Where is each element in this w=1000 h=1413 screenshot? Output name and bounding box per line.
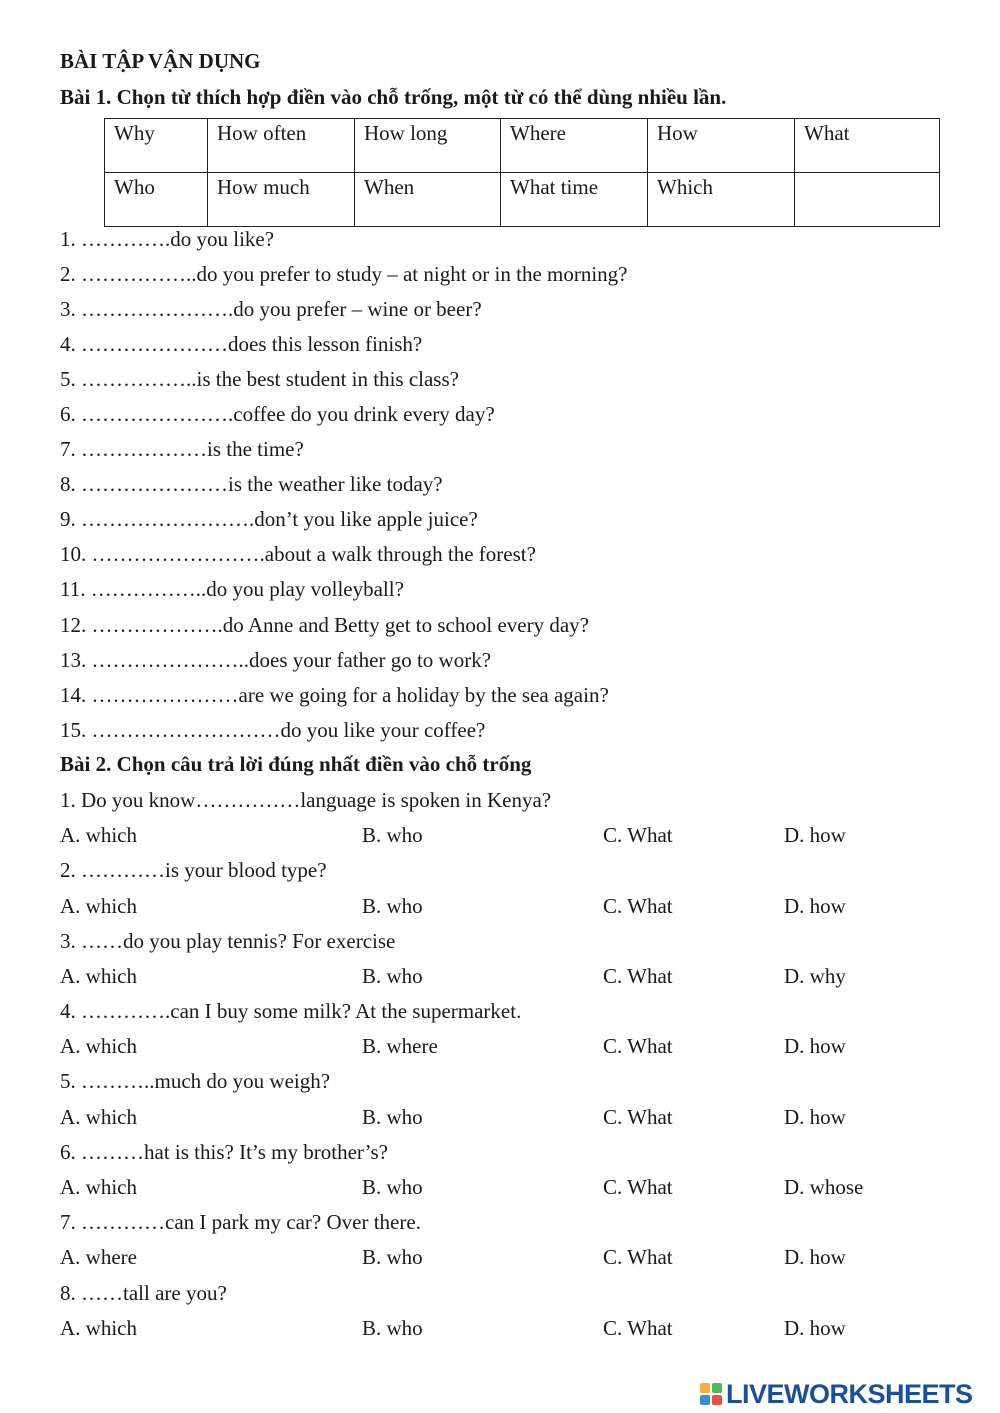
ex1-question: 3. ………………….do you prefer – wine or beer? (60, 297, 482, 321)
page-title: BÀI TẬP VẬN DỤNG (60, 49, 261, 73)
word-bank-cell: How often (208, 119, 355, 173)
option-c: C. What (603, 1034, 673, 1058)
word-bank-table (104, 118, 940, 227)
option-c: C. What (603, 1245, 673, 1269)
option-c: C. What (603, 894, 673, 918)
word-bank-cell: Which (648, 173, 795, 227)
option-d: D. how (784, 1105, 846, 1129)
word-bank-row (105, 173, 940, 227)
liveworksheets-watermark[interactable] (700, 1379, 973, 1409)
option-b: B. who (362, 964, 423, 988)
option-b: B. where (362, 1034, 438, 1058)
ex1-question: 6. ………………….coffee do you drink every day? (60, 402, 495, 426)
ex1-question: 8. …………………is the weather like today? (60, 472, 443, 496)
ex1-question: 15. ………………………do you like your coffee? (60, 718, 486, 742)
ex1-question: 14. …………………are we going for a holiday by the sea again? (60, 683, 609, 707)
option-d: D. how (784, 823, 846, 847)
word-bank-cell: Why (105, 119, 208, 173)
liveworksheets-logo-icon (700, 1383, 722, 1405)
word-bank-cell: What (795, 119, 940, 173)
watermark-text: LIVEWORKSHEETS (726, 1378, 973, 1409)
option-d: D. why (784, 964, 846, 988)
option-b: B. who (362, 1175, 423, 1199)
ex2-question: 8. ……tall are you? (60, 1281, 227, 1305)
option-c: C. What (603, 1316, 673, 1340)
option-a: A. which (60, 1175, 137, 1199)
ex2-question: 5. ………..much do you weigh? (60, 1069, 331, 1093)
word-bank-cell: How much (208, 173, 355, 227)
option-b: B. who (362, 1245, 423, 1269)
word-bank-cell: How (648, 119, 795, 173)
option-b: B. who (362, 894, 423, 918)
option-b: B. who (362, 1105, 423, 1129)
option-b: B. who (362, 823, 423, 847)
exercise1-heading: Bài 1. Chọn từ thích hợp điền vào chỗ trống, một từ có thể dùng nhiều lần. (60, 85, 727, 109)
option-a: A. which (60, 1034, 137, 1058)
option-c: C. What (603, 1105, 673, 1129)
ex1-question: 1. ………….do you like? (60, 227, 275, 251)
ex2-question: 6. ………hat is this? It’s my brother’s? (60, 1140, 388, 1164)
word-bank-cell: Who (105, 173, 208, 227)
option-d: D. how (784, 1316, 846, 1340)
option-a: A. which (60, 1316, 137, 1340)
word-bank-cell: What time (501, 173, 648, 227)
option-d: D. whose (784, 1175, 864, 1199)
exercise2-heading: Bài 2. Chọn câu trả lời đúng nhất điền vào chỗ trống (60, 752, 532, 776)
option-a: A. which (60, 964, 137, 988)
ex1-question: 5. ……………..is the best student in this class? (60, 367, 459, 391)
ex1-question: 11. ……………..do you play volleyball? (60, 577, 404, 601)
ex2-question: 2. …………is your blood type? (60, 858, 327, 882)
ex1-question: 4. …………………does this lesson finish? (60, 332, 423, 356)
option-a: A. which (60, 894, 137, 918)
option-a: A. where (60, 1245, 137, 1269)
ex1-question: 10. …………………….about a walk through the forest? (60, 542, 536, 566)
ex2-question: 7. …………can I park my car? Over there. (60, 1210, 421, 1234)
option-c: C. What (603, 823, 673, 847)
ex1-question: 12. ……………….do Anne and Betty get to school every day? (60, 613, 589, 637)
word-bank-cell-empty (795, 173, 940, 227)
option-c: C. What (603, 964, 673, 988)
word-bank-cell: How long (355, 119, 501, 173)
ex1-question: 7. ………………is the time? (60, 437, 304, 461)
option-a: A. which (60, 1105, 137, 1129)
option-d: D. how (784, 894, 846, 918)
word-bank-cell: Where (501, 119, 648, 173)
option-d: D. how (784, 1034, 846, 1058)
ex2-question: 3. ……do you play tennis? For exercise (60, 929, 396, 953)
ex2-question: 1. Do you know……………language is spoken in Kenya? (60, 788, 552, 812)
ex1-question: 2. ……………..do you prefer to study – at night or in the morning? (60, 262, 628, 286)
ex1-question: 13. …………………..does your father go to work? (60, 648, 492, 672)
option-d: D. how (784, 1245, 846, 1269)
option-a: A. which (60, 823, 137, 847)
ex1-question: 9. …………………….don’t you like apple juice? (60, 507, 478, 531)
word-bank-row (105, 119, 940, 173)
option-b: B. who (362, 1316, 423, 1340)
option-c: C. What (603, 1175, 673, 1199)
word-bank-cell: When (355, 173, 501, 227)
ex2-question: 4. ………….can I buy some milk? At the supermarket. (60, 999, 522, 1023)
